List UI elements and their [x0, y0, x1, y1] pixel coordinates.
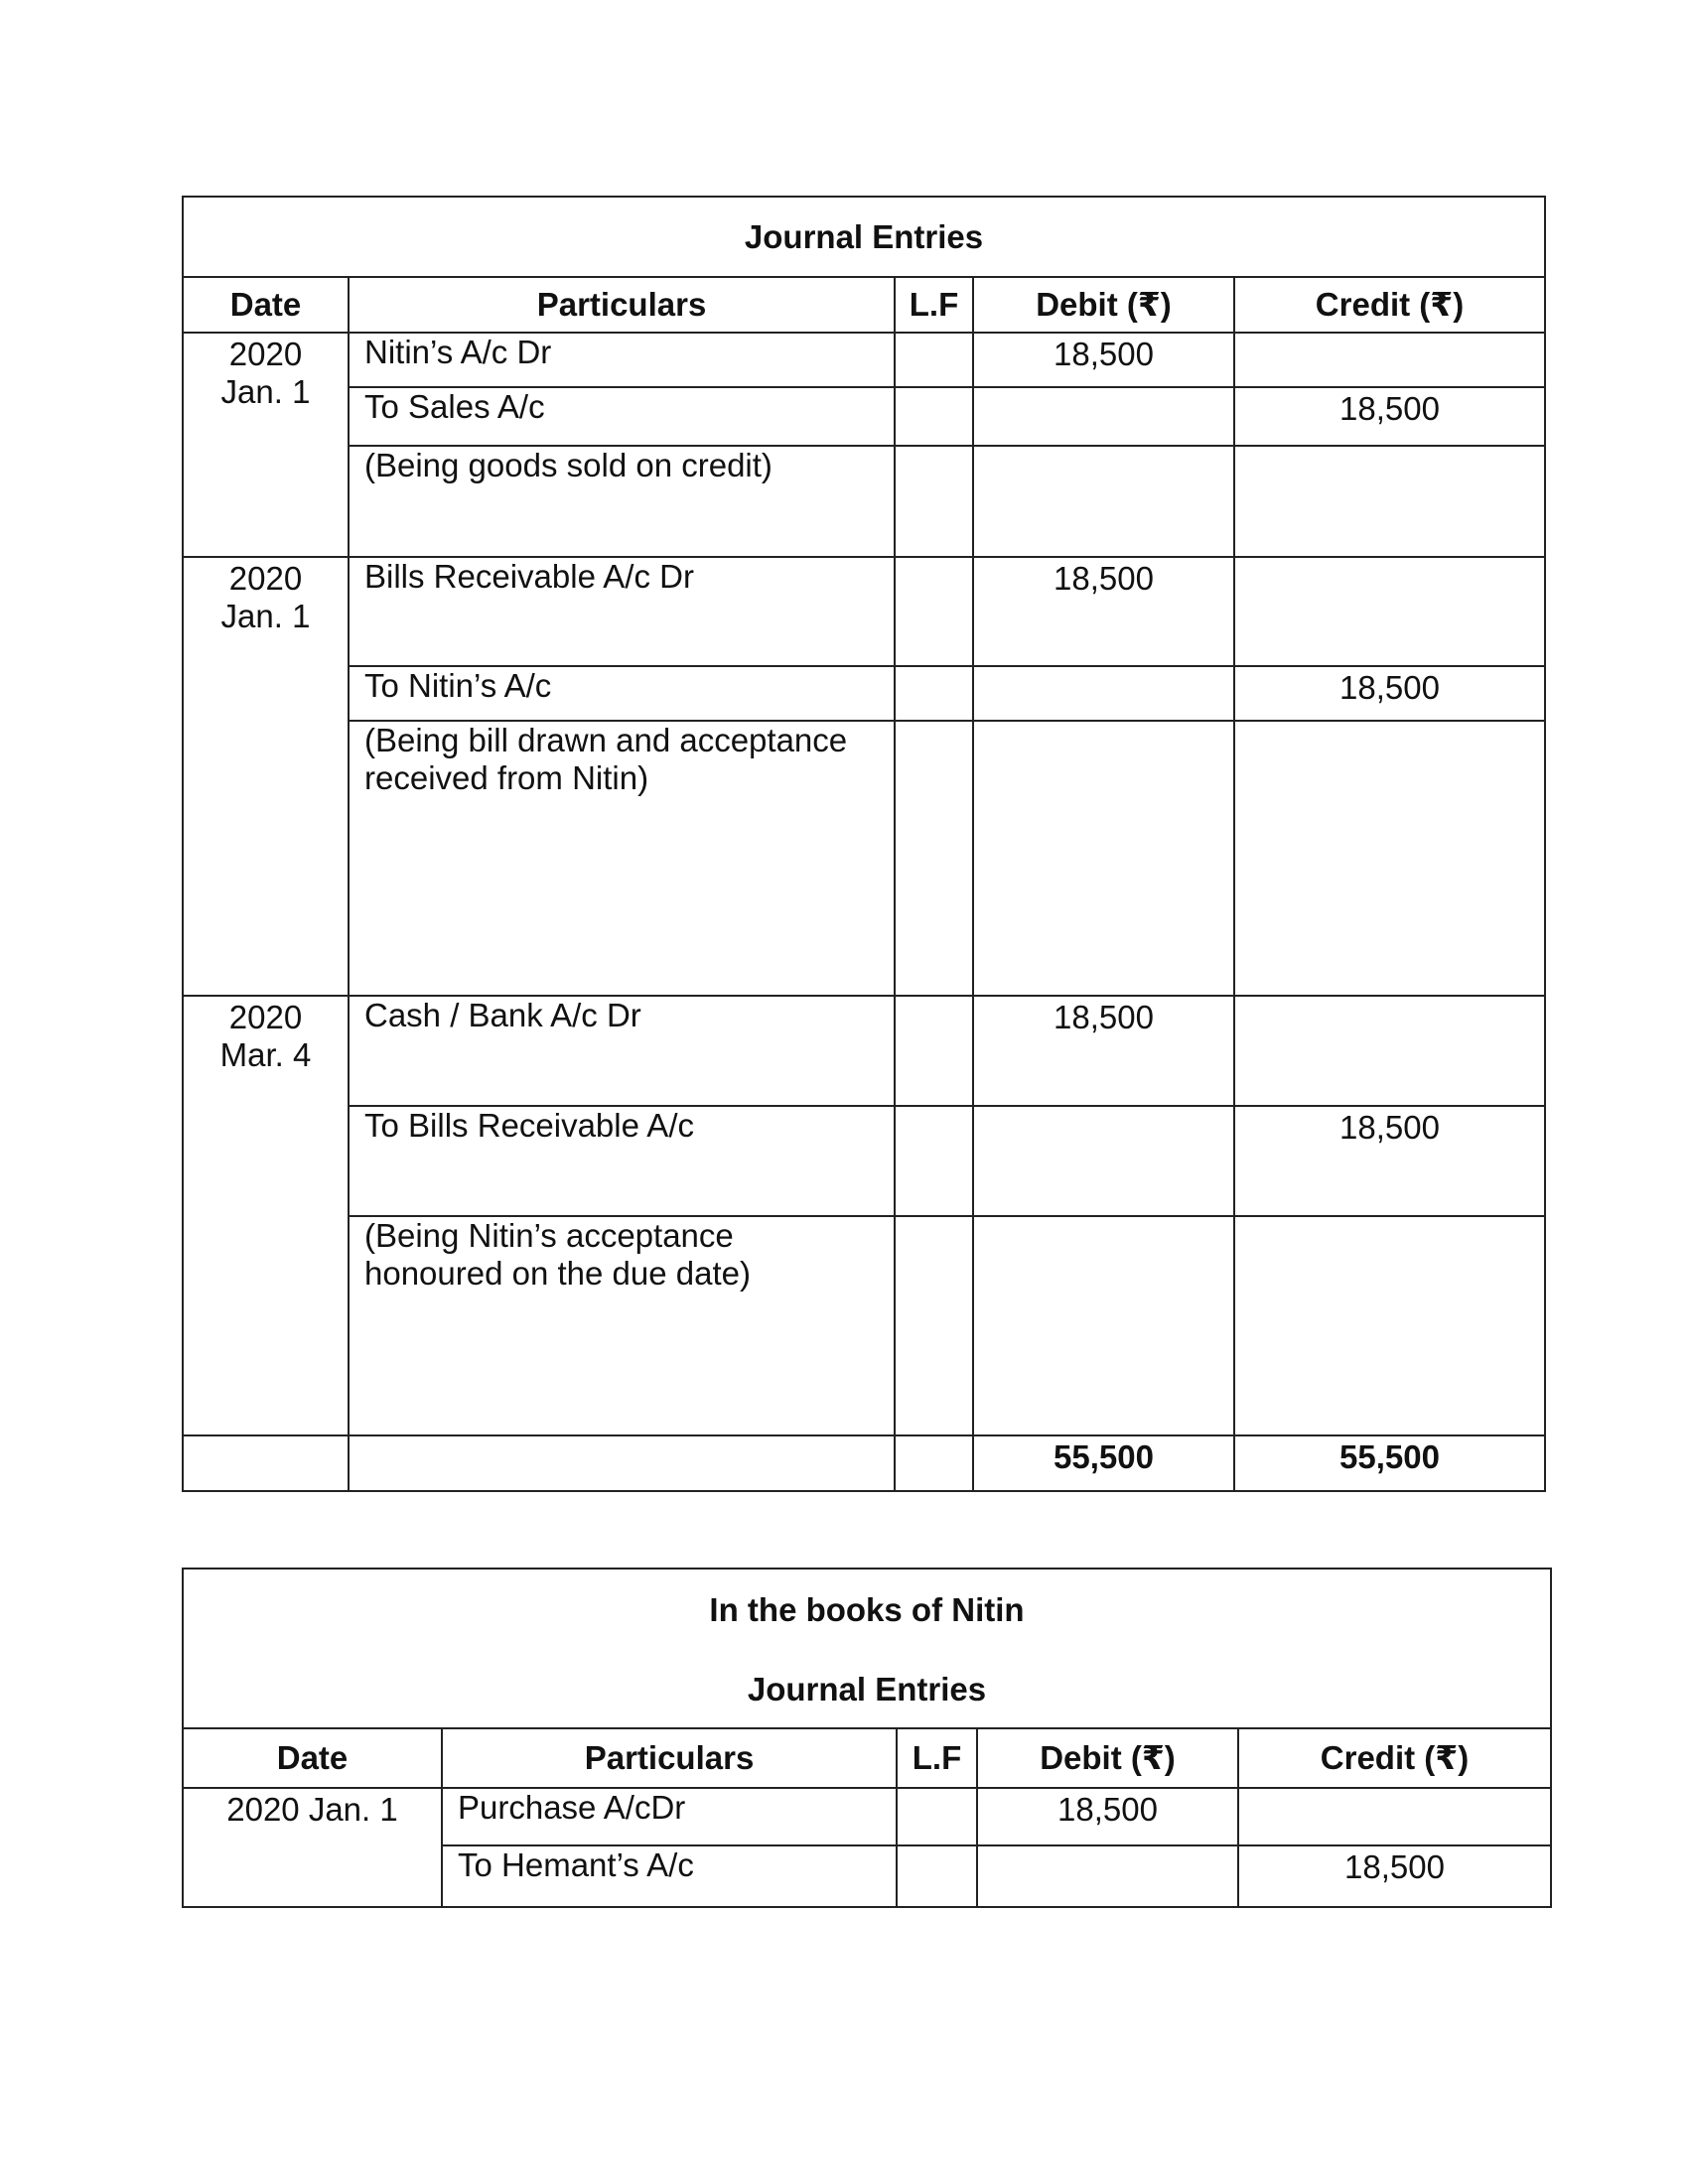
nitin-journal-table: [182, 1568, 1552, 1908]
debit-cell-empty: [973, 387, 1234, 446]
debit-particular: Cash / Bank A/c Dr: [349, 996, 895, 1106]
credit-particular: To Sales A/c: [349, 387, 895, 446]
table-row: [183, 666, 1545, 721]
credit-cell-empty: [1238, 1788, 1551, 1845]
credit-amount: 18,500: [1234, 666, 1545, 721]
header-debit: Debit (₹): [977, 1728, 1238, 1788]
totals-row: [183, 1435, 1545, 1491]
header-credit: Credit (₹): [1238, 1728, 1551, 1788]
lf-cell: [897, 1845, 977, 1907]
header-lf: L.F: [895, 277, 973, 333]
table-row: [183, 1788, 1551, 1845]
lf-cell: [895, 387, 973, 446]
debit-cell-empty: [973, 446, 1234, 557]
date-year: 2020: [228, 336, 303, 372]
debit-cell-empty: [973, 666, 1234, 721]
entry-date: [183, 996, 349, 1435]
debit-cell-empty: [973, 1216, 1234, 1435]
credit-cell-empty: [1234, 557, 1545, 666]
narration: (Being goods sold on credit): [349, 446, 895, 557]
lf-cell: [895, 1216, 973, 1435]
date-day: Jan. 1: [220, 598, 311, 634]
lf-cell: [895, 1106, 973, 1216]
debit-amount: 18,500: [973, 996, 1234, 1106]
date-day: Jan. 1: [220, 373, 311, 410]
table-title: Journal Entries: [183, 197, 1545, 277]
debit-particular: Bills Receivable A/c Dr: [349, 557, 895, 666]
lf-cell: [895, 333, 973, 387]
lf-cell: [897, 1788, 977, 1845]
credit-particular: To Nitin’s A/c: [349, 666, 895, 721]
total-credit: 55,500: [1234, 1435, 1545, 1491]
credit-cell-empty: [1234, 721, 1545, 996]
table-row: [183, 1106, 1545, 1216]
credit-particular: To Hemant’s A/c: [442, 1845, 897, 1907]
header-date: Date: [183, 277, 349, 333]
lf-cell: [895, 666, 973, 721]
narration-line-2: received from Nitin): [364, 759, 649, 796]
date-year: 2020: [228, 560, 303, 597]
total-lf-empty: [895, 1435, 973, 1491]
narration: [349, 721, 895, 996]
table-row: [183, 557, 1545, 666]
header-date: Date: [183, 1728, 442, 1788]
debit-cell-empty: [977, 1845, 1238, 1907]
header-debit: Debit (₹): [973, 277, 1234, 333]
table-row: [183, 387, 1545, 446]
table-row: [183, 996, 1545, 1106]
header-lf: L.F: [897, 1728, 977, 1788]
debit-amount: 18,500: [977, 1788, 1238, 1845]
total-debit: 55,500: [973, 1435, 1234, 1491]
lf-cell: [895, 557, 973, 666]
debit-cell-empty: [973, 1106, 1234, 1216]
lf-cell: [895, 996, 973, 1106]
header-credit: Credit (₹): [1234, 277, 1545, 333]
credit-cell-empty: [1234, 1216, 1545, 1435]
header-particulars: Particulars: [442, 1728, 897, 1788]
credit-amount: 18,500: [1234, 1106, 1545, 1216]
credit-cell-empty: [1234, 996, 1545, 1106]
credit-cell-empty: [1234, 446, 1545, 557]
lf-cell: [895, 721, 973, 996]
date-day: Mar. 4: [219, 1036, 312, 1073]
table-title: Journal Entries: [747, 1671, 987, 1707]
total-particulars-empty: [349, 1435, 895, 1491]
table-row: [183, 446, 1545, 557]
total-date-empty: [183, 1435, 349, 1491]
narration-line-1: (Being Nitin’s acceptance: [364, 1217, 734, 1254]
debit-amount: 18,500: [973, 333, 1234, 387]
narration-line-2: honoured on the due date): [364, 1255, 751, 1292]
debit-amount: 18,500: [973, 557, 1234, 666]
debit-cell-empty: [973, 721, 1234, 996]
entry-date: [183, 557, 349, 996]
credit-cell-empty: [1234, 333, 1545, 387]
journal-entries-table: [182, 196, 1546, 1492]
credit-particular: To Bills Receivable A/c: [349, 1106, 895, 1216]
credit-amount: 18,500: [1238, 1845, 1551, 1907]
books-heading: In the books of Nitin: [709, 1591, 1025, 1628]
entry-date: 2020 Jan. 1: [183, 1788, 442, 1907]
table-row: [183, 333, 1545, 387]
lf-cell: [895, 446, 973, 557]
debit-particular: Nitin’s A/c Dr: [349, 333, 895, 387]
debit-particular: Purchase A/cDr: [442, 1788, 897, 1845]
entry-date: [183, 333, 349, 557]
table-heading: [183, 1569, 1551, 1728]
table-row: [183, 1216, 1545, 1435]
credit-amount: 18,500: [1234, 387, 1545, 446]
narration: [349, 1216, 895, 1435]
header-particulars: Particulars: [349, 277, 895, 333]
narration-line-1: (Being bill drawn and acceptance: [364, 722, 848, 758]
table-row: [183, 721, 1545, 996]
date-year: 2020: [228, 999, 303, 1035]
